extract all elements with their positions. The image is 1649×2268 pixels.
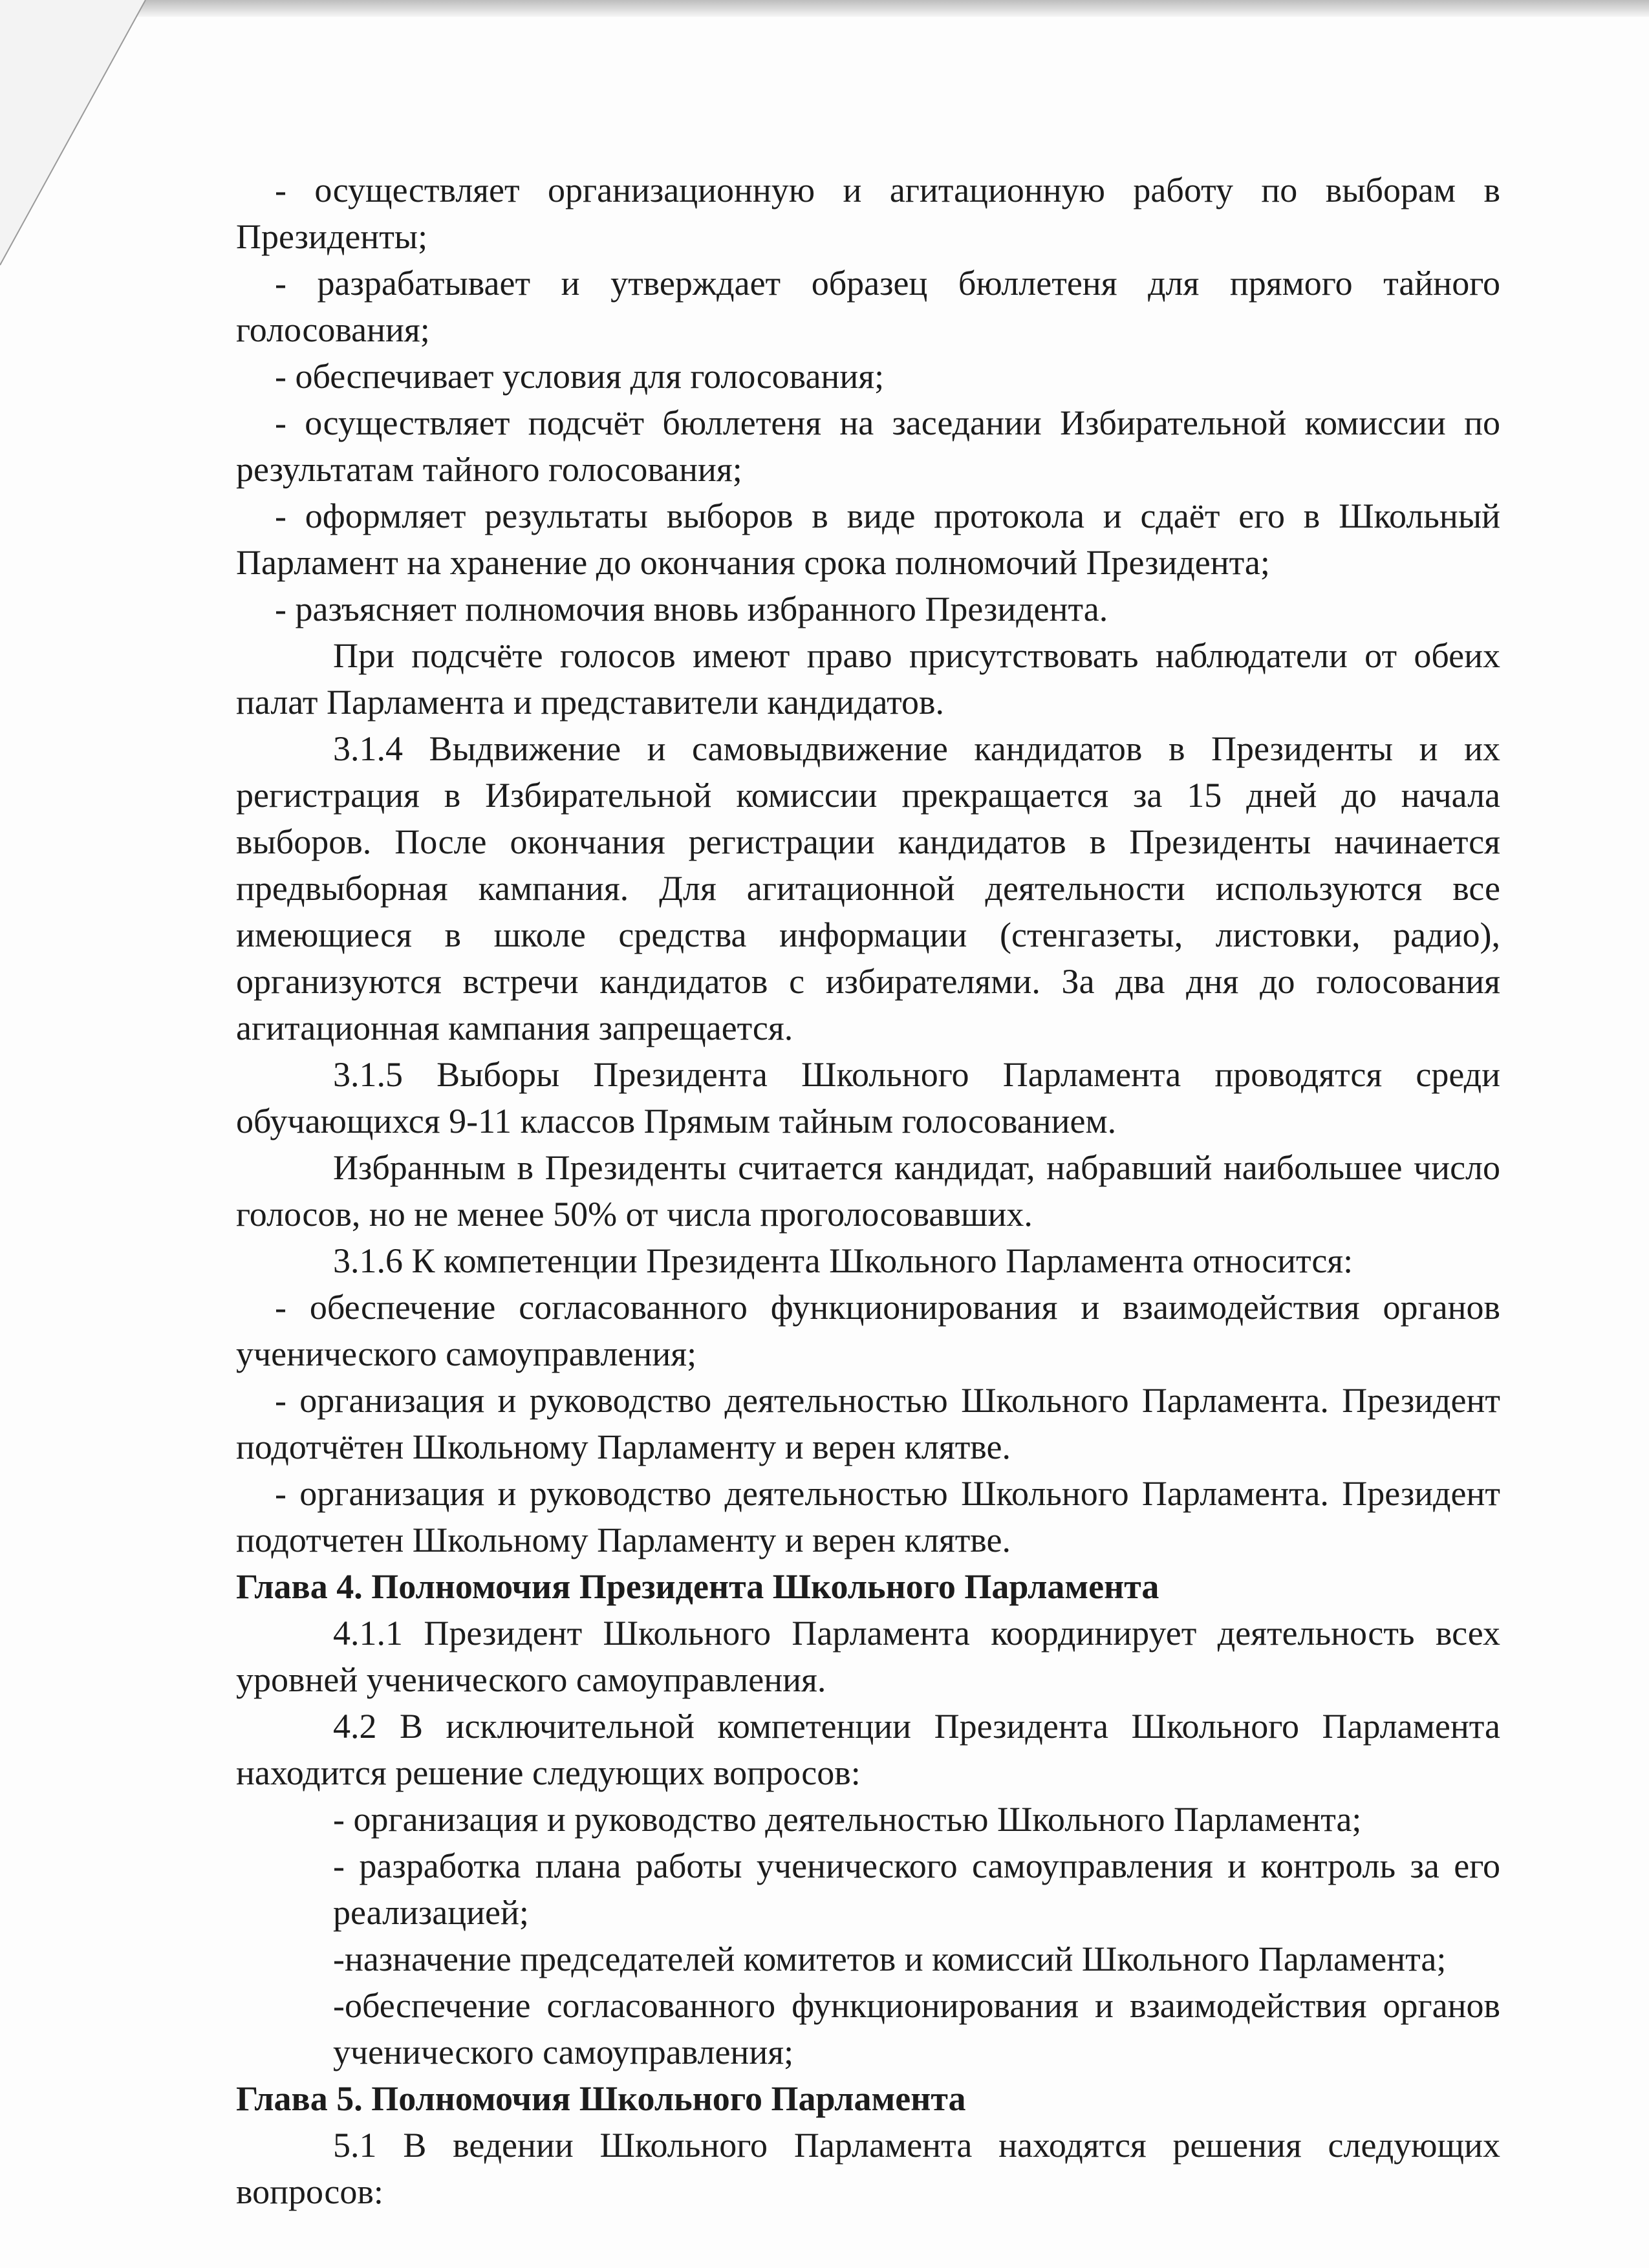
paragraph: 4.1.1 Президент Школьного Парламента координирует деятельность всех уровней ученического самоуправления.: [236, 1614, 1500, 1699]
list-item: - обеспечивает условия для голосования;: [275, 357, 885, 396]
scan-corner-fold: [0, 0, 168, 272]
paragraph: 5.1 В ведении Школьного Парламента находятся решения следующих вопросов:: [236, 2126, 1500, 2211]
section-heading: Глава 5. Полномочия Школьного Парламента: [236, 2079, 966, 2118]
scan-top-edge: [0, 0, 1649, 17]
list-item: - организация и руководство деятельностью Школьного Парламента;: [333, 1800, 1362, 1839]
list-item: - организация и руководство деятельностью Школьного Парламента. Президент подотчётен Школьному Парламенту и верен клятве.: [236, 1381, 1500, 1466]
paragraph: 3.1.6 К компетенции Президента Школьного Парламента относится:: [333, 1241, 1353, 1280]
list-item: - разработка плана работы ученического самоуправления и контроль за его реализацией;: [333, 1846, 1500, 1932]
paragraph: При подсчёте голосов имеют право присутствовать наблюдатели от обеих палат Парламента и представители кандидатов.: [236, 636, 1500, 722]
list-item: - разрабатывает и утверждает образец бюллетеня для прямого тайного голосования;: [236, 264, 1500, 349]
paragraph: Избранным в Президенты считается кандидат, набравший наибольшее число голосов, но не менее 50% от числа проголосовавших.: [236, 1148, 1500, 1234]
list-item: - осуществляет подсчёт бюллетеня на заседании Избирательной комиссии по результатам тайного голосования;: [236, 403, 1500, 489]
paragraph: 3.1.5 Выборы Президента Школьного Парламента проводятся среди обучающихся 9-11 классов Прямым тайным голосованием.: [236, 1055, 1500, 1140]
list-item: -назначение председателей комитетов и комиссий Школьного Парламента;: [333, 1940, 1447, 1978]
list-item: -обеспечение согласованного функционирования и взаимодействия органов ученического самоуправления;: [333, 1986, 1500, 2071]
paragraph: 4.2 В исключительной компетенции Президента Школьного Парламента находится решение следующих вопросов:: [236, 1707, 1500, 1792]
list-item: - оформляет результаты выборов в виде протокола и сдаёт его в Школьный Парламент на хранение до окончания срока полномочий Президента;: [236, 497, 1500, 582]
list-item: - обеспечение согласованного функционирования и взаимодействия органов ученического самоуправления;: [236, 1288, 1500, 1373]
document-body: [236, 167, 1500, 2215]
list-item: - организация и руководство деятельностью Школьного Парламента. Президент подотчетен Школьному Парламенту и верен клятве.: [236, 1474, 1500, 1559]
list-item: - разъясняет полномочия вновь избранного Президента.: [275, 590, 1108, 628]
list-item: - осуществляет организационную и агитационную работу по выборам в Президенты;: [236, 171, 1500, 256]
paragraph: 3.1.4 Выдвижение и самовыдвижение кандидатов в Президенты и их регистрация в Избирательной комиссии прекращается за 15 дней до начала выборов. После окончания регистрации кандидатов в Президенты начинается предвыборная кампания. Для агитационной деятельности используются все имеющиеся в школе средства информации (стенгазеты, листовки, радио), организуются встречи кандидатов с избирателями. За два дня до голосования агитационная кампания запрещается.: [236, 729, 1500, 1047]
section-heading: Глава 4. Полномочия Президента Школьного Парламента: [236, 1567, 1159, 1606]
